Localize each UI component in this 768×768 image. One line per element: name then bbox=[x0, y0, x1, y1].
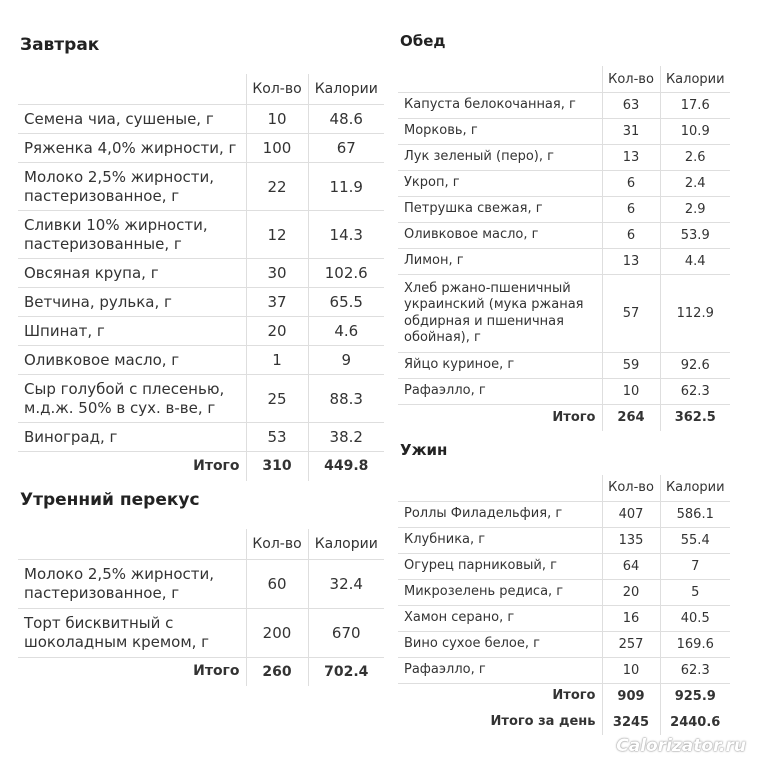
snack-row bbox=[18, 559, 384, 608]
breakfast-item-cal: 48.6 bbox=[308, 105, 384, 134]
breakfast-item-qty: 22 bbox=[246, 163, 308, 211]
dinner-title: Ужин bbox=[400, 440, 448, 459]
lunch-item-cal: 2.4 bbox=[660, 171, 730, 197]
breakfast-item-cal: 11.9 bbox=[308, 163, 384, 211]
dinner-item-qty: 20 bbox=[602, 579, 660, 605]
snack-table bbox=[18, 529, 384, 687]
lunch-total-label: Итого bbox=[552, 409, 596, 425]
lunch-item-name: Укроп, г bbox=[398, 171, 602, 197]
dinner-item-qty: 407 bbox=[602, 501, 660, 527]
breakfast-item-name: Ветчина, рулька, г bbox=[18, 288, 246, 317]
dinner-total-cal: 925.9 bbox=[660, 683, 730, 709]
dinner-item-qty: 10 bbox=[602, 657, 660, 683]
breakfast-item-name: Шпинат, г bbox=[18, 317, 246, 346]
breakfast-item-cal: 38.2 bbox=[308, 423, 384, 452]
breakfast-item-qty: 53 bbox=[246, 423, 308, 452]
lunch-item-name: Оливковое масло, г bbox=[398, 223, 602, 249]
breakfast-total-label: Итого bbox=[193, 457, 240, 474]
snack-item-cal: 32.4 bbox=[308, 559, 384, 608]
lunch-item-name: Морковь, г bbox=[398, 119, 602, 145]
lunch-item-name: Рафаэлло, г bbox=[398, 379, 602, 405]
lunch-row bbox=[398, 171, 730, 197]
dinner-item-qty: 64 bbox=[602, 553, 660, 579]
snack-total-row bbox=[18, 657, 384, 686]
breakfast-title: Завтрак bbox=[20, 35, 100, 55]
breakfast-row bbox=[18, 105, 384, 134]
breakfast-item-cal: 65.5 bbox=[308, 288, 384, 317]
breakfast-item-cal: 9 bbox=[308, 346, 384, 375]
lunch-total-cal: 362.5 bbox=[660, 405, 730, 431]
snack-total-cal: 702.4 bbox=[308, 657, 384, 686]
dinner-item-name: Клубника, г bbox=[398, 527, 602, 553]
dinner-item-name: Вино сухое белое, г bbox=[398, 631, 602, 657]
breakfast-table bbox=[18, 74, 384, 481]
breakfast-row bbox=[18, 375, 384, 423]
lunch-row bbox=[398, 249, 730, 275]
lunch-item-qty: 63 bbox=[602, 93, 660, 119]
snack-title: Утренний перекус bbox=[20, 489, 200, 510]
lunch-row bbox=[398, 223, 730, 249]
dinner-item-name: Огурец парниковый, г bbox=[398, 553, 602, 579]
breakfast-item-name: Овсяная крупа, г bbox=[18, 259, 246, 288]
dinner-item-name: Рафаэлло, г bbox=[398, 657, 602, 683]
dinner-row bbox=[398, 553, 730, 579]
day-total-label: Итого за день bbox=[490, 713, 596, 729]
dinner-item-cal: 586.1 bbox=[660, 501, 730, 527]
breakfast-header-qty: Кол-во bbox=[246, 74, 308, 105]
dinner-row bbox=[398, 579, 730, 605]
dinner-item-cal: 5 bbox=[660, 579, 730, 605]
lunch-item-cal: 62.3 bbox=[660, 379, 730, 405]
lunch-row bbox=[398, 353, 730, 379]
dinner-row bbox=[398, 501, 730, 527]
breakfast-item-name: Молоко 2,5% жирности, пастеризованное, г bbox=[18, 163, 246, 211]
breakfast-item-name: Ряженка 4,0% жирности, г bbox=[18, 134, 246, 163]
dinner-total-row bbox=[398, 683, 730, 709]
day-total-qty: 3245 bbox=[602, 709, 660, 735]
snack-item-name: Молоко 2,5% жирности, пастеризованное, г bbox=[18, 559, 246, 608]
lunch-item-qty: 57 bbox=[602, 275, 660, 353]
dinner-item-cal: 7 bbox=[660, 553, 730, 579]
lunch-item-cal: 17.6 bbox=[660, 93, 730, 119]
snack-header-qty: Кол-во bbox=[246, 529, 308, 560]
breakfast-item-qty: 25 bbox=[246, 375, 308, 423]
lunch-header-name bbox=[398, 66, 602, 93]
dinner-item-name: Роллы Филадельфия, г bbox=[398, 501, 602, 527]
lunch-item-name: Капуста белокочанная, г bbox=[398, 93, 602, 119]
dinner-item-cal: 62.3 bbox=[660, 657, 730, 683]
breakfast-row bbox=[18, 288, 384, 317]
breakfast-item-name: Семена чиа, сушеные, г bbox=[18, 105, 246, 134]
lunch-item-name: Лук зеленый (перо), г bbox=[398, 145, 602, 171]
breakfast-row bbox=[18, 134, 384, 163]
lunch-item-qty: 59 bbox=[602, 353, 660, 379]
snack-item-name: Торт бисквитный с шоколадным кремом, г bbox=[18, 608, 246, 657]
breakfast-row bbox=[18, 259, 384, 288]
lunch-item-qty: 13 bbox=[602, 145, 660, 171]
right-column bbox=[398, 28, 730, 735]
breakfast-item-qty: 1 bbox=[246, 346, 308, 375]
breakfast-item-cal: 88.3 bbox=[308, 375, 384, 423]
breakfast-row bbox=[18, 317, 384, 346]
breakfast-total-row bbox=[18, 452, 384, 481]
dinner-item-cal: 55.4 bbox=[660, 527, 730, 553]
breakfast-header-cal: Калории bbox=[308, 74, 384, 105]
lunch-item-qty: 31 bbox=[602, 119, 660, 145]
lunch-row bbox=[398, 93, 730, 119]
breakfast-row bbox=[18, 346, 384, 375]
dinner-total-label: Итого bbox=[552, 688, 596, 704]
dinner-row bbox=[398, 631, 730, 657]
dinner-item-qty: 257 bbox=[602, 631, 660, 657]
snack-header-name bbox=[18, 529, 246, 560]
lunch-item-cal: 92.6 bbox=[660, 353, 730, 379]
snack-header-row bbox=[18, 529, 384, 560]
breakfast-item-qty: 10 bbox=[246, 105, 308, 134]
breakfast-row bbox=[18, 211, 384, 259]
breakfast-item-qty: 12 bbox=[246, 211, 308, 259]
breakfast-item-cal: 4.6 bbox=[308, 317, 384, 346]
breakfast-item-qty: 20 bbox=[246, 317, 308, 346]
breakfast-row bbox=[18, 423, 384, 452]
breakfast-item-qty: 30 bbox=[246, 259, 308, 288]
breakfast-item-name: Виноград, г bbox=[18, 423, 246, 452]
dinner-header-name bbox=[398, 475, 602, 502]
breakfast-total-cal: 449.8 bbox=[308, 452, 384, 481]
breakfast-item-name: Сливки 10% жирности, пастеризованные, г bbox=[18, 211, 246, 259]
dinner-item-cal: 169.6 bbox=[660, 631, 730, 657]
lunch-row bbox=[398, 379, 730, 405]
lunch-item-name: Лимон, г bbox=[398, 249, 602, 275]
dinner-header-row bbox=[398, 475, 730, 502]
lunch-item-name: Хлеб ржано-пшеничный украинский (мука ржаная обдирная и пшеничная обойная), г bbox=[398, 275, 602, 353]
snack-header-cal: Калории bbox=[308, 529, 384, 560]
lunch-row bbox=[398, 197, 730, 223]
breakfast-header-name bbox=[18, 74, 246, 105]
snack-total-label: Итого bbox=[193, 663, 240, 679]
day-total-cal: 2440.6 bbox=[660, 709, 730, 735]
dinner-header-cal: Калории bbox=[660, 475, 730, 502]
lunch-row bbox=[398, 275, 730, 353]
lunch-item-qty: 10 bbox=[602, 379, 660, 405]
breakfast-header-row bbox=[18, 74, 384, 105]
snack-row bbox=[18, 608, 384, 657]
watermark-logo: Calorizator.ru bbox=[616, 736, 746, 756]
snack-item-cal: 670 bbox=[308, 608, 384, 657]
snack-item-qty: 200 bbox=[246, 608, 308, 657]
dinner-item-name: Микрозелень редиса, г bbox=[398, 579, 602, 605]
lunch-table bbox=[398, 66, 730, 431]
dinner-item-qty: 135 bbox=[602, 527, 660, 553]
lunch-row bbox=[398, 119, 730, 145]
dinner-total-qty: 909 bbox=[602, 683, 660, 709]
lunch-item-cal: 2.6 bbox=[660, 145, 730, 171]
lunch-item-name: Яйцо куриное, г bbox=[398, 353, 602, 379]
lunch-header-cal: Калории bbox=[660, 66, 730, 93]
lunch-item-cal: 2.9 bbox=[660, 197, 730, 223]
lunch-item-cal: 4.4 bbox=[660, 249, 730, 275]
lunch-item-cal: 53.9 bbox=[660, 223, 730, 249]
dinner-item-qty: 16 bbox=[602, 605, 660, 631]
dinner-row bbox=[398, 605, 730, 631]
lunch-row bbox=[398, 145, 730, 171]
lunch-item-qty: 6 bbox=[602, 223, 660, 249]
dinner-item-name: Хамон серано, г bbox=[398, 605, 602, 631]
lunch-total-row bbox=[398, 405, 730, 431]
dinner-table bbox=[398, 475, 730, 736]
breakfast-item-cal: 14.3 bbox=[308, 211, 384, 259]
breakfast-item-name: Оливковое масло, г bbox=[18, 346, 246, 375]
dinner-row bbox=[398, 527, 730, 553]
dinner-item-cal: 40.5 bbox=[660, 605, 730, 631]
day-total-row bbox=[398, 709, 730, 735]
left-column bbox=[18, 30, 384, 686]
lunch-item-cal: 112.9 bbox=[660, 275, 730, 353]
lunch-header-qty: Кол-во bbox=[602, 66, 660, 93]
lunch-total-qty: 264 bbox=[602, 405, 660, 431]
lunch-item-qty: 6 bbox=[602, 171, 660, 197]
breakfast-item-qty: 100 bbox=[246, 134, 308, 163]
dinner-row bbox=[398, 657, 730, 683]
snack-total-qty: 260 bbox=[246, 657, 308, 686]
lunch-item-qty: 13 bbox=[602, 249, 660, 275]
snack-item-qty: 60 bbox=[246, 559, 308, 608]
lunch-item-name: Петрушка свежая, г bbox=[398, 197, 602, 223]
lunch-item-cal: 10.9 bbox=[660, 119, 730, 145]
lunch-item-qty: 6 bbox=[602, 197, 660, 223]
breakfast-row bbox=[18, 163, 384, 211]
lunch-title: Обед bbox=[400, 32, 446, 50]
lunch-header-row bbox=[398, 66, 730, 93]
breakfast-item-qty: 37 bbox=[246, 288, 308, 317]
breakfast-item-cal: 102.6 bbox=[308, 259, 384, 288]
breakfast-item-name: Сыр голубой с плесенью, м.д.ж. 50% в сух. в-ве, г bbox=[18, 375, 246, 423]
breakfast-item-cal: 67 bbox=[308, 134, 384, 163]
dinner-header-qty: Кол-во bbox=[602, 475, 660, 502]
breakfast-total-qty: 310 bbox=[246, 452, 308, 481]
